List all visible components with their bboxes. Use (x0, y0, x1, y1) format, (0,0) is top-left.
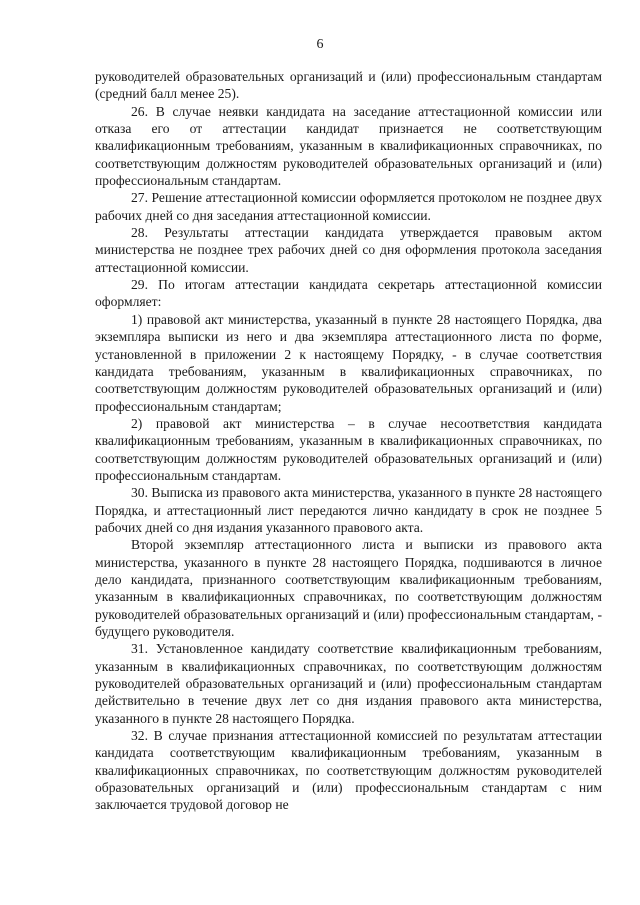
paragraph-clause-31: 31. Установленное кандидату соответствие квалификационным требованиям, указанным в квалификационных справочниках, по соответствующим должностям руководителей образовательных организаций и (или) профессиональным стандартам действительно в течение двух лет со дня издания правового акта министерства, указанного в пункте 28 настоящего Порядка. (95, 641, 602, 726)
paragraph-clause-29-item-1: 1) правовой акт министерства, указанный в пункте 28 настоящего Порядка, два экземпляра выписки из него и два экземпляра аттестационного листа по форме, установленной в приложении 2 к настоящему Порядку, - в случае соответствия кандидата требованиям, указанным в квалификационных справочниках, по соответствующим должностям руководителей образовательных организаций и (или) профессиональным стандартам; (95, 311, 602, 414)
document-body (95, 68, 602, 814)
page-number: 6 (316, 37, 324, 52)
paragraph-clause-30-second: Второй экземпляр аттестационного листа и выписки из правового акта министерства, указанного в пункте 28 настоящего Порядка, подшиваются в личное дело кандидата, признанного соответствующим квалификационным требованиям, указанным в квалификационных справочниках, по соответствующим должностям руководителей образовательных организаций и (или) профессиональным стандартам, - будущего руководителя. (95, 537, 602, 639)
paragraph-clause-30: 30. Выписка из правового акта министерства, указанного в пункте 28 настоящего Порядка, и аттестационный лист передаются лично кандидату в срок не позднее 5 рабочих дней со дня издания указанного правового акта. (95, 485, 602, 535)
paragraph-clause-27: 27. Решение аттестационной комиссии оформляется протоколом не позднее двух рабочих дней со дня заседания аттестационной комиссии. (95, 190, 602, 223)
paragraph-clause-29-item-2: 2) правовой акт министерства – в случае несоответствия кандидата квалификационным требованиям, указанным в квалификационных справочниках, по соответствующим должностям руководителей образовательных организаций и (или) профессиональным стандартам. (95, 415, 602, 483)
paragraph-clause-29: 29. По итогам аттестации кандидата секретарь аттестационной комиссии оформляет: (95, 277, 602, 310)
paragraph-clause-26: 26. В случае неявки кандидата на заседание аттестационной комиссии или отказа его от аттестации кандидат признается не соответствующим квалификационным требованиям, указанным в квалификационных справочниках, по соответствующим должностям руководителей образовательных организаций и (или) профессиональным стандартам. (95, 103, 602, 189)
paragraph-continuation: руководителей образовательных организаций и (или) профессиональным стандартам (средний балл менее 25). (95, 69, 602, 102)
paragraph-clause-28: 28. Результаты аттестации кандидата утверждается правовым актом министерства не позднее трех рабочих дней со дня оформления протокола заседания аттестационной комиссии. (95, 225, 602, 275)
paragraph-clause-32: 32. В случае признания аттестационной комиссией по результатам аттестации кандидата соответствующим квалификационным требованиям, указанным в квалификационных справочниках, по соответствующим должностям руководителей образовательных организаций и (или) профессиональным стандартам с ним заключается трудовой договор не (95, 728, 602, 813)
